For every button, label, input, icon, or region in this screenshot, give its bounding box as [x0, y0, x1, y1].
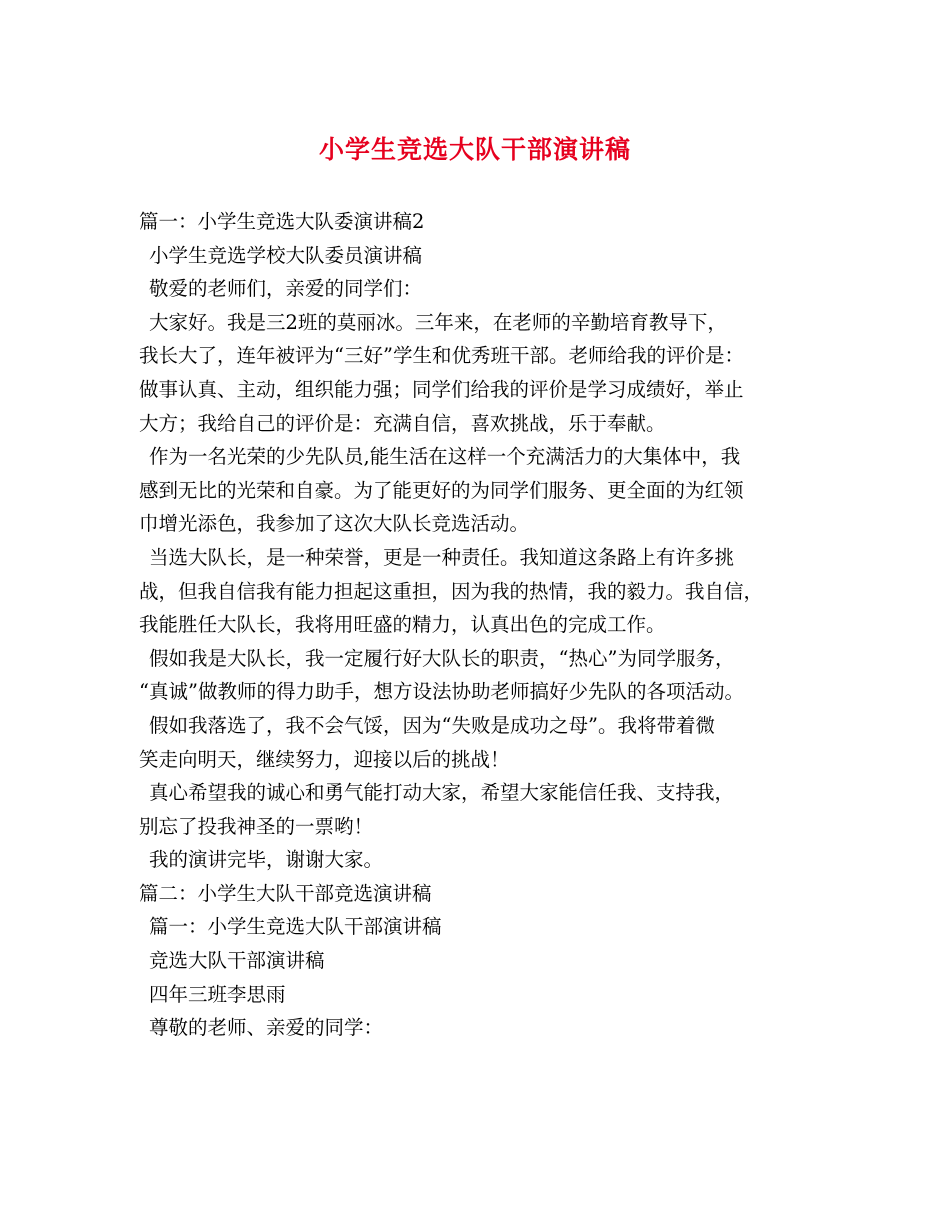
text-line: 感到无比的光荣和自豪。为了能更好的为同学们服务、更全面的为红领	[139, 478, 744, 502]
document-title: 小学生竞选大队干部演讲稿	[318, 135, 631, 164]
text-line: 假如我是大队长，我一定履行好大队长的职责，“热心”为同学服务，	[149, 646, 735, 670]
text-line: 当选大队长，是一种荣誉，更是一种责任。我知道这条路上有许多挑	[149, 545, 735, 569]
text-line: 篇二：小学生大队干部竞选演讲稿	[139, 881, 432, 905]
text-line: 尊敬的老师、亲爱的同学：	[149, 1016, 384, 1040]
text-line: 小学生竞选学校大队委员演讲稿	[149, 243, 423, 267]
text-line: 别忘了投我神圣的一票哟！	[139, 814, 374, 838]
text-line: 大方；我给自己的评价是：充满自信，喜欢挑战，乐于奉献。	[139, 411, 666, 435]
text-line: 我的演讲完毕，谢谢大家。	[149, 848, 384, 872]
text-line: 假如我落选了，我不会气馁，因为“失败是成功之母”。我将带着微	[149, 713, 715, 737]
text-line: 巾增光添色，我参加了这次大队长竞选活动。	[139, 512, 530, 536]
text-line: 我长大了，连年被评为“三好”学生和优秀班干部。老师给我的评价是：	[139, 344, 744, 368]
text-line: 真心希望我的诚心和勇气能打动大家，希望大家能信任我、支持我，	[149, 781, 735, 805]
text-line: 作为一名光荣的少先队员,能生活在这样一个充满活力的大集体中，我	[149, 445, 741, 469]
text-line: 做事认真、主动，组织能力强；同学们给我的评价是学习成绩好，举止	[139, 377, 744, 401]
text-line: 竞选大队干部演讲稿	[149, 949, 325, 973]
text-line: 篇一：小学生竞选大队干部演讲稿	[149, 915, 442, 939]
text-line: 战，但我自信我有能力担起这重担，因为我的热情，我的毅力。我自信，	[139, 579, 764, 603]
text-line: 笑走向明天，继续努力，迎接以后的挑战！	[139, 747, 510, 771]
text-line: 我能胜任大队长，我将用旺盛的精力，认真出色的完成工作。	[139, 613, 666, 637]
text-line: 大家好。我是三2班的莫丽冰。三年来，在老师的辛勤培育教导下，	[149, 310, 727, 334]
text-line: 篇一：小学生竞选大队委演讲稿2	[139, 210, 425, 233]
document-body	[139, 205, 819, 1045]
text-line: 敬爱的老师们，亲爱的同学们：	[149, 277, 423, 301]
text-line: 四年三班李思雨	[149, 982, 286, 1006]
text-line: “真诚”做教师的得力助手，想方设法协助老师搞好少先队的各项活动。	[139, 680, 744, 704]
